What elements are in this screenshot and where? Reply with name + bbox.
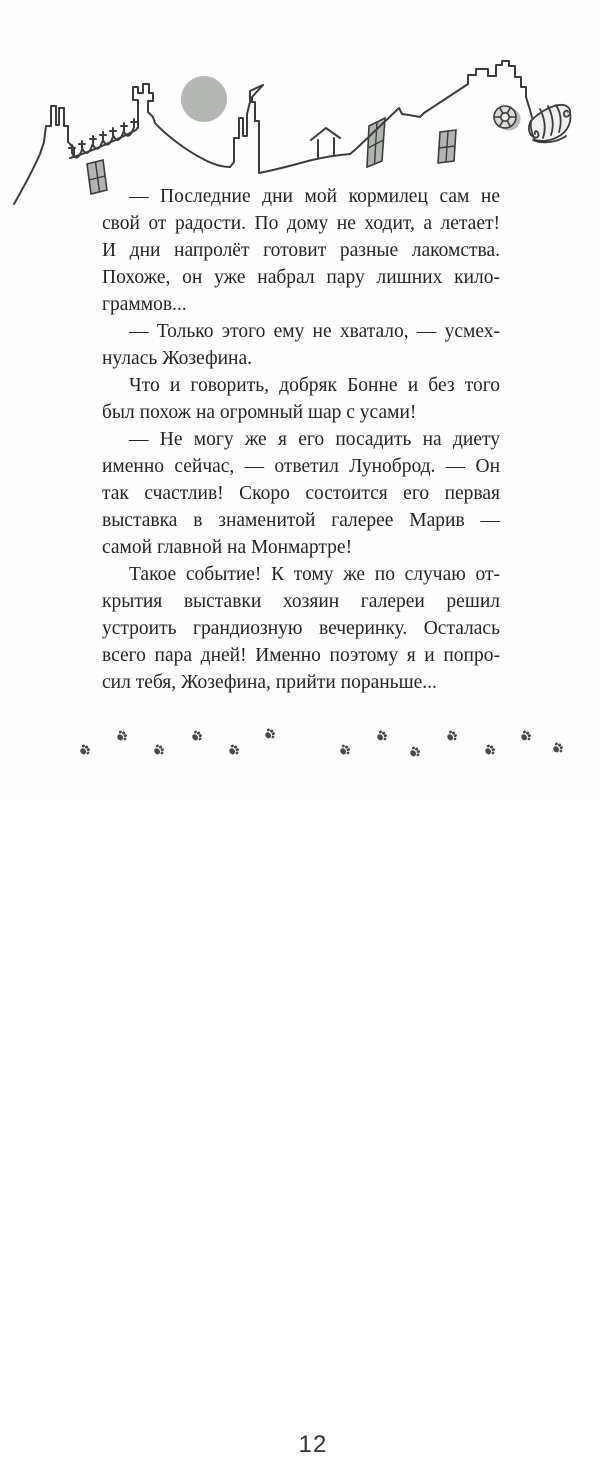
moon-icon [181, 76, 227, 122]
text-line: всего пара дней! Именно поэтому я и попро- [102, 645, 500, 666]
text-line: был похож на огромный шар с усами! [102, 402, 417, 423]
paw-print-icon [152, 743, 166, 757]
text-line: — Последние дни мой кормилец сам не [129, 186, 500, 207]
text-line: так счастлив! Скоро состоится его первая [102, 483, 500, 504]
paw-print-icon [263, 727, 277, 741]
paw-print-icon [445, 729, 459, 743]
window-mullions [89, 122, 455, 192]
paw-print-icon [115, 729, 129, 743]
text-line: — Только этого ему не хватало, — усмех- [129, 321, 500, 342]
rooftops-illustration [0, 22, 600, 207]
rose-window-icon [494, 106, 516, 128]
page-footer [0, 700, 600, 1458]
text-line: устроить грандиозную вечеринку. Осталась [102, 618, 500, 639]
paw-print-icon [227, 743, 241, 757]
text-line: — Не могу же я его посадить на диету [129, 429, 500, 450]
story-text [102, 183, 500, 696]
text-line: выставка в знаменитой галерее Марив — [102, 510, 500, 531]
paw-print-icon [338, 743, 352, 757]
text-line: сил тебя, Жозефина, прийти пораньше... [102, 672, 437, 693]
text-line: именно сейчас, — ответил Луноброд. — Он [102, 456, 500, 477]
text-line: нулась Жозефина. [102, 348, 253, 369]
text-line: крытия выставки хозяин галереи решил [102, 591, 500, 612]
paw-print-icon [408, 745, 422, 759]
paw-print-icon [375, 729, 389, 743]
text-line: Что и говорить, добряк Бонне и без того [129, 375, 500, 396]
scroll-awning-icon [529, 105, 571, 142]
text-line: свой от радости. По дому не ходит, а летает! [102, 213, 500, 234]
text-line: И дни напролёт готовит разные лакомства. [102, 240, 500, 261]
paw-print-icon [483, 743, 497, 757]
text-line: самой главной на Монмартре! [102, 537, 353, 558]
paw-print-icon [519, 729, 533, 743]
text-line: граммов... [102, 294, 187, 315]
text-line: Такое событие! К тому же по случаю от- [129, 564, 500, 585]
paw-print-icon [78, 743, 92, 757]
text-line: Похоже, он уже набрал пару лишних кило- [102, 267, 500, 288]
paw-print-icon [551, 741, 565, 755]
paw-print-icon [190, 729, 204, 743]
page-number: 12 [298, 1431, 328, 1458]
